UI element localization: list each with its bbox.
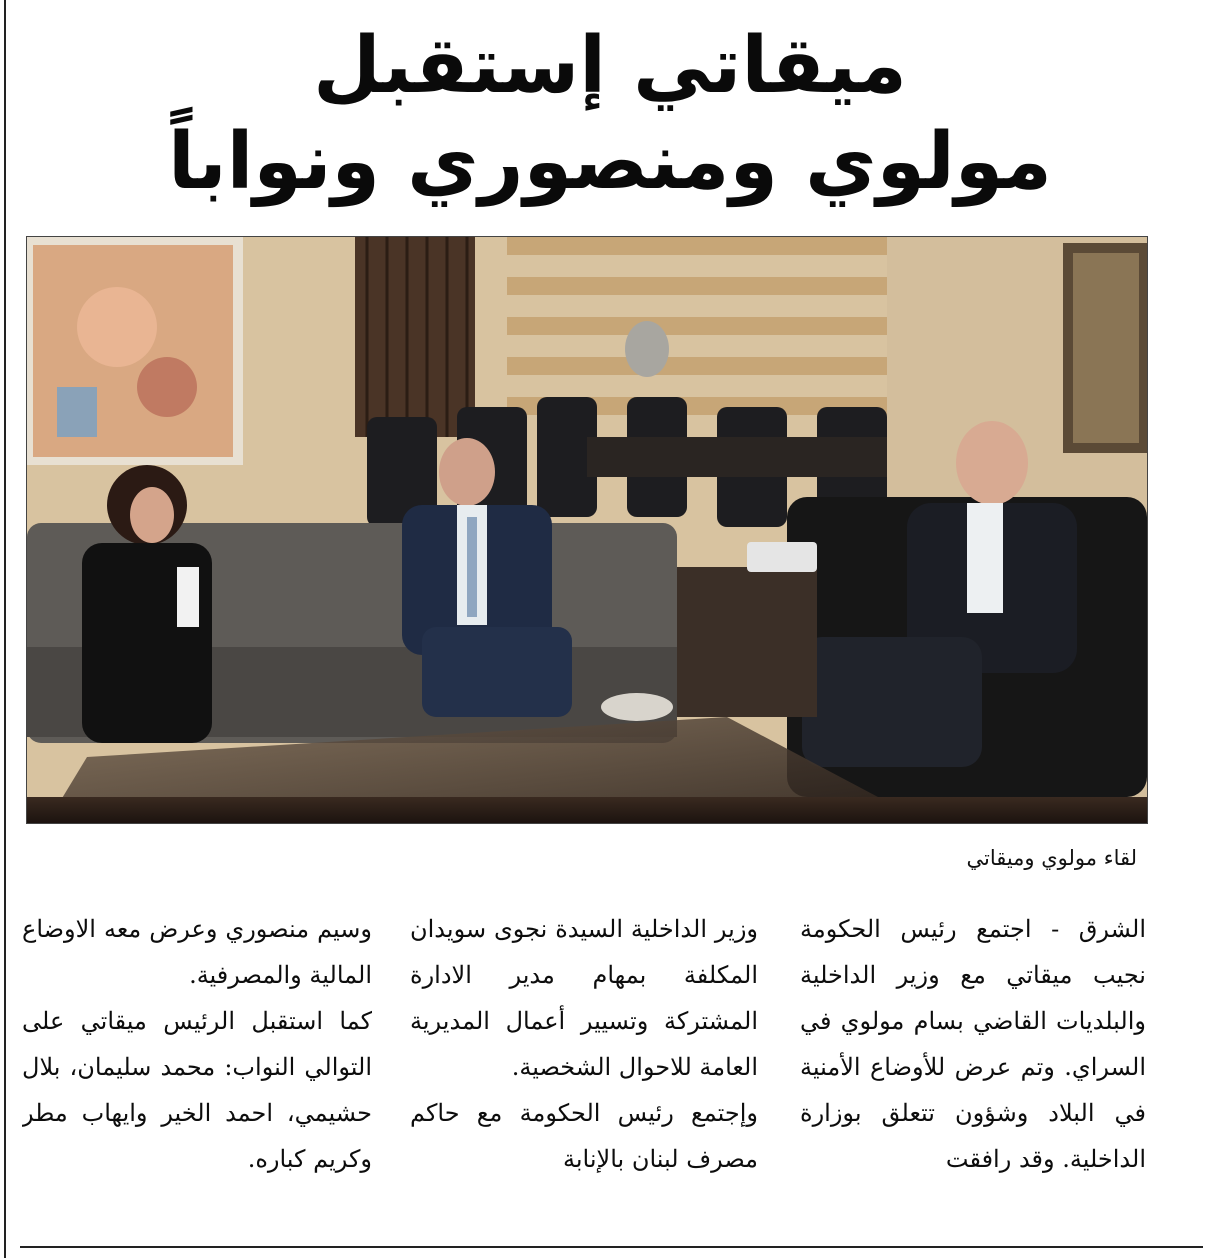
page-left-rule <box>4 0 6 1258</box>
article-paragraph: وزير الداخلية السيدة نجوى سويدان المكلفة بمهام مدير الادارة المشتركة وتسيير أعمال المديرية العامة للاحوال الشخصية. <box>410 915 758 1081</box>
page-bottom-rule <box>20 1246 1203 1248</box>
headline-line-1: ميقاتي إستقبل <box>313 21 907 111</box>
article-column-3 <box>22 906 372 1246</box>
article-paragraph: الشرق - اجتمع رئيس الحكومة نجيب ميقاتي مع وزير الداخلية والبلديات القاضي بسام مولوي في السراي. وتم عرض للأوضاع الأمنية في البلاد وشؤون تتعلق بوزارة الداخلية. وقد رافقت <box>800 915 1146 1173</box>
meeting-photo-icon <box>27 237 1147 823</box>
headline-line-2: مولوي ومنصوري ونواباً <box>168 117 1052 207</box>
article-paragraph: وإجتمع رئيس الحكومة مع حاكم مصرف لبنان بالإنابة <box>410 1099 758 1173</box>
article-paragraph: كما استقبل الرئيس ميقاتي على التوالي النواب: محمد سليمان، بلال حشيمي، احمد الخير وايهاب مطر وكريم كباره. <box>22 1007 372 1173</box>
headline <box>40 18 1180 210</box>
article-column-2 <box>410 906 758 1246</box>
article-paragraph: وسيم منصوري وعرض معه الاوضاع المالية والمصرفية. <box>22 915 372 989</box>
photo-caption: لقاء مولوي وميقاتي <box>966 846 1137 870</box>
meeting-photo <box>26 236 1148 824</box>
article-column-1 <box>800 906 1146 1246</box>
